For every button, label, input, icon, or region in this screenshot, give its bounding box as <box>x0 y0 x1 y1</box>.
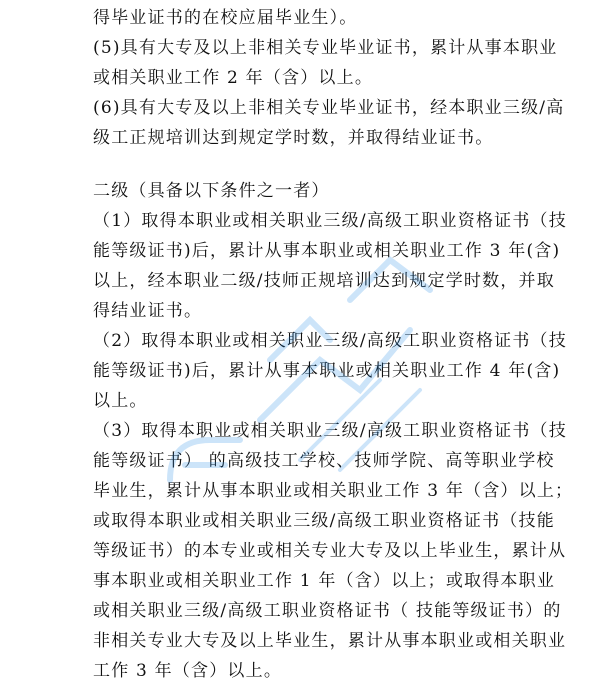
text-line: 能等级证书)后，累计从事本职业或相关职业工作 3 年(含) <box>93 241 561 261</box>
text-line: 能等级证书） 的高级技工学校、技师学院、高等职业学校 <box>93 451 555 471</box>
text-line: (6)具有大专及以上非相关专业毕业证书，经本职业三级/高 <box>93 98 565 118</box>
text-line: 或相关职业工作 2 年（含）以上。 <box>93 68 374 88</box>
text-line: 等级证书）的本专业或相关专业大专及以上毕业生，累计从 <box>93 541 567 561</box>
text-line: 以上。 <box>93 391 148 411</box>
text-line: 或取得本职业或相关职业三级/高级工职业资格证书（技能 <box>93 511 555 531</box>
text-line: （2）取得本职业或相关职业三级/高级工职业资格证书（技 <box>93 331 567 351</box>
text-line: 级工正规培训达到规定学时数，并取得结业证书。 <box>93 128 494 148</box>
text-line: 事本职业或相关职业工作 1 年（含）以上；或取得本职业 <box>93 571 556 591</box>
text-line: 能等级证书)后，累计从事本职业或相关职业工作 4 年(含) <box>93 361 561 381</box>
text-line: 以上，经本职业二级/技师正规培训达到规定学时数，并取 <box>93 271 555 291</box>
text-line: （1）取得本职业或相关职业三级/高级工职业资格证书（技 <box>93 211 567 231</box>
text-line: 工作 3 年（含）以上。 <box>93 661 283 681</box>
text-line: 或相关职业三级/高级工职业资格证书（ 技能等级证书）的 <box>93 601 562 621</box>
text-line: (5)具有大专及以上非相关专业毕业证书，累计从事本职业 <box>93 38 558 58</box>
text-line: 得毕业证书的在校应届毕业生）。 <box>93 8 358 28</box>
text-line: 非相关专业大专及以上毕业生，累计从事本职业或相关职业 <box>93 631 567 651</box>
section-heading: 二级（具备以下条件之一者） <box>93 181 330 201</box>
text-line: （3）取得本职业或相关职业三级/高级工职业资格证书（技 <box>93 421 567 441</box>
text-line: 得结业证书。 <box>93 301 203 321</box>
text-line: 毕业生，累计从事本职业或相关职业工作 3 年（含）以上； <box>93 481 574 501</box>
